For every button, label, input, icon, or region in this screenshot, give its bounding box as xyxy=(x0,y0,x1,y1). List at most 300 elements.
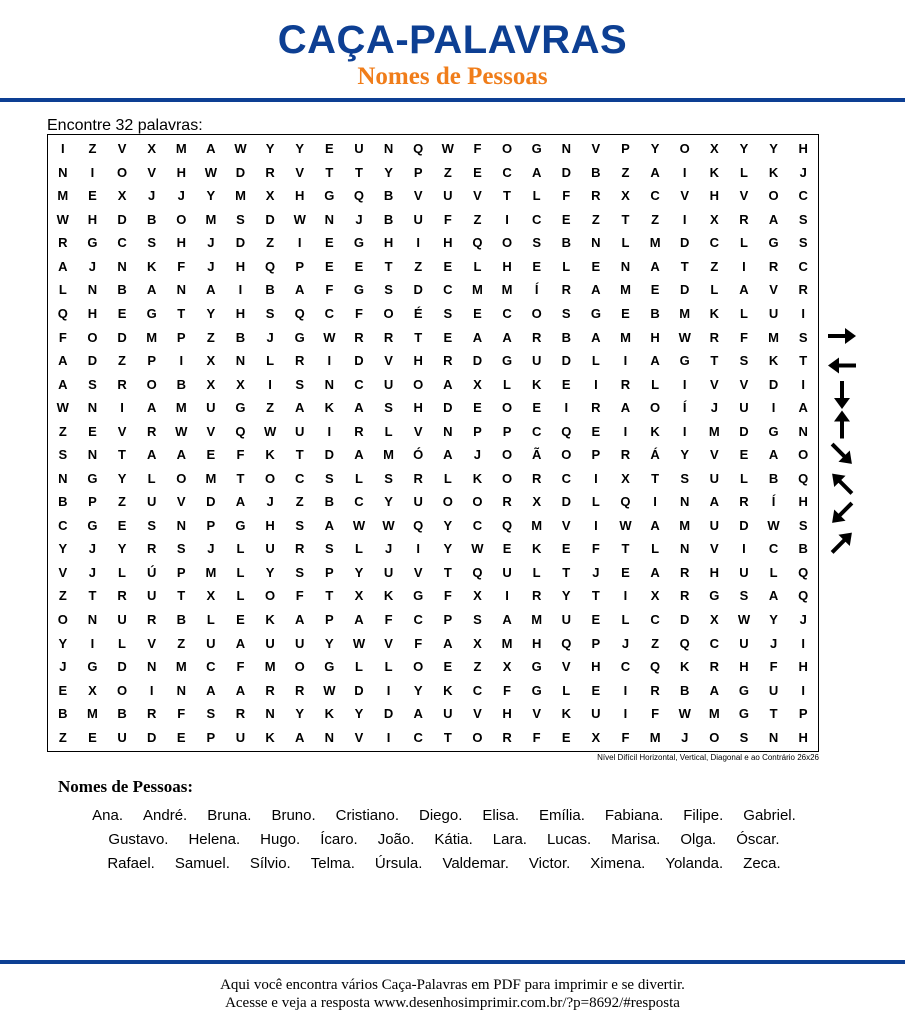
grid-letter: G xyxy=(679,353,690,369)
grid-letter: V xyxy=(58,564,68,580)
grid-letter: V xyxy=(384,635,393,651)
grid-letter: Q xyxy=(798,588,809,604)
grid-letter: X xyxy=(206,353,216,369)
grid-letter: F xyxy=(503,682,511,698)
grid-letter: H xyxy=(709,188,720,204)
grid-letter: V xyxy=(117,141,127,157)
grid-letter: R xyxy=(265,682,275,698)
grid-letter: Z xyxy=(443,164,452,180)
grid-letter: E xyxy=(88,423,97,439)
grid-letter: A xyxy=(146,400,157,416)
grid-letter: M xyxy=(531,612,543,628)
grid-letter: O xyxy=(176,470,187,486)
grid-letter: W xyxy=(678,706,691,722)
grid-letter: Q xyxy=(413,517,424,533)
grid-letter: U xyxy=(768,682,779,698)
grid-letter: L xyxy=(354,659,363,675)
grid-letter: J xyxy=(266,494,274,510)
grid-letter: F xyxy=(621,729,630,745)
grid-letter: C xyxy=(620,659,631,675)
grid-letter: M xyxy=(175,400,187,416)
grid-letter: F xyxy=(473,141,482,157)
grid-letter: Z xyxy=(651,635,660,651)
grid-letter: W xyxy=(175,423,188,439)
grid-letter: U xyxy=(265,635,275,651)
grid-letter: O xyxy=(57,612,68,628)
grid-letter: D xyxy=(265,211,275,227)
grid-letter: F xyxy=(295,588,304,604)
grid-letter: O xyxy=(472,729,483,745)
grid-letter: B xyxy=(768,470,779,486)
grid-letter: N xyxy=(620,258,631,274)
name-item: Ximena. xyxy=(590,855,646,872)
grid-letter: Í xyxy=(771,494,776,510)
grid-letter: Q xyxy=(57,306,68,322)
grid-letter: P xyxy=(443,612,453,628)
grid-letter: R xyxy=(354,329,364,345)
grid-letter: M xyxy=(768,329,779,345)
grid-letter: U xyxy=(117,729,127,745)
grid-letter: S xyxy=(798,329,808,345)
grid-letter: Z xyxy=(295,494,304,510)
grid-letter: R xyxy=(413,470,423,486)
grid-letter: G xyxy=(353,282,365,298)
grid-letter: Z xyxy=(710,258,719,274)
grid-letter: F xyxy=(236,659,245,675)
grid-letter: G xyxy=(235,517,246,533)
grid-letter: Q xyxy=(798,564,809,580)
grid-letter: Z xyxy=(473,659,482,675)
grid-letter: H xyxy=(413,353,423,369)
grid-letter: G xyxy=(235,400,246,416)
grid-letter: M xyxy=(620,329,631,345)
grid-letter: Z xyxy=(58,588,67,604)
grid-letter: E xyxy=(591,258,601,274)
grid-letter: C xyxy=(502,306,512,322)
name-item: Bruna. xyxy=(207,807,252,824)
grid-letter: Y xyxy=(206,306,216,322)
grid-letter: G xyxy=(738,706,750,722)
grid-letter: L xyxy=(710,282,719,298)
grid-letter: K xyxy=(324,400,335,416)
grid-letter: C xyxy=(354,376,364,392)
grid-letter: L xyxy=(266,353,275,369)
grid-letter: R xyxy=(531,329,542,345)
grid-letter: S xyxy=(295,564,305,580)
page-title: CAÇA-PALAVRAS xyxy=(277,18,628,62)
grid-letter: T xyxy=(680,258,689,274)
grid-letter: W xyxy=(56,211,69,227)
grid-letter: I xyxy=(682,164,687,180)
grid-letter: U xyxy=(206,400,216,416)
grid-letter: X xyxy=(206,588,216,604)
grid-letter: A xyxy=(324,517,335,533)
grid-letter: M xyxy=(708,706,720,722)
grid-letter: S xyxy=(532,235,541,251)
grid-letter: D xyxy=(768,376,779,392)
grid-letter: L xyxy=(236,541,245,557)
grid-letter: J xyxy=(88,258,97,274)
grid-letter: C xyxy=(472,517,483,533)
grid-letter: A xyxy=(650,517,660,533)
grid-letter: E xyxy=(325,235,334,251)
arrow-down-icon xyxy=(834,381,850,409)
grid-letter: W xyxy=(56,400,69,416)
grid-letter: C xyxy=(502,164,512,180)
grid-letter: U xyxy=(709,517,720,533)
grid-letter: L xyxy=(473,258,482,274)
grid-letter: R xyxy=(146,612,157,628)
arrow-down-right-icon xyxy=(826,438,857,469)
grid-letter: I xyxy=(90,164,95,180)
grid-letter: A xyxy=(443,635,453,651)
grid-letter: B xyxy=(58,494,68,510)
grid-letter: A xyxy=(146,282,157,298)
grid-letter: D xyxy=(739,517,749,533)
grid-letter: U xyxy=(502,564,512,580)
names-list-title: Nomes de Pessoas: xyxy=(58,777,194,796)
grid-letter: A xyxy=(295,729,305,745)
grid-letter: J xyxy=(769,635,778,651)
grid-letter: O xyxy=(501,235,513,251)
grid-letter: F xyxy=(443,588,452,604)
grid-letter: J xyxy=(88,541,97,557)
grid-letter: X xyxy=(206,376,216,392)
grid-letter: I xyxy=(801,682,805,698)
grid-letter: R xyxy=(146,541,157,557)
grid-letter: R xyxy=(117,376,127,392)
grid-letter: E xyxy=(354,258,364,274)
grid-letter: K xyxy=(531,376,542,392)
grid-letter: P xyxy=(176,329,186,345)
grid-letter: B xyxy=(235,329,246,345)
grid-letter: K xyxy=(531,541,542,557)
grid-letter: C xyxy=(324,306,335,322)
grid-letter: R xyxy=(739,211,749,227)
grid-letter: G xyxy=(531,659,542,675)
grid-letter: O xyxy=(472,494,483,510)
grid-letter: D xyxy=(561,494,571,510)
grid-letter: O xyxy=(265,588,276,604)
grid-letter: P xyxy=(502,423,512,439)
grid-letter: E xyxy=(443,659,453,675)
grid-letter: N xyxy=(324,211,335,227)
grid-letter: C xyxy=(206,659,216,675)
grid-letter: B xyxy=(561,329,571,345)
grid-letter: A xyxy=(502,329,512,345)
grid-letter: W xyxy=(678,329,691,345)
name-item: Samuel. xyxy=(174,855,230,872)
grid-letter: Q xyxy=(413,141,424,157)
grid-letter: G xyxy=(709,588,720,604)
grid-letter: I xyxy=(505,211,509,227)
grid-letter: S xyxy=(236,211,245,227)
grid-letter: S xyxy=(798,211,808,227)
grid-letter: Y xyxy=(443,517,453,533)
grid-letter: R xyxy=(146,423,157,439)
grid-letter: L xyxy=(621,235,630,251)
name-item: Úrsula. xyxy=(374,855,423,872)
grid-letter: D xyxy=(117,659,127,675)
grid-letter: S xyxy=(295,376,305,392)
name-item: Victor. xyxy=(528,855,571,872)
grid-letter: M xyxy=(175,659,187,675)
grid-letter: V xyxy=(147,635,156,651)
grid-letter: N xyxy=(680,541,690,557)
grid-letter: L xyxy=(591,494,600,510)
grid-letter: D xyxy=(235,164,246,180)
grid-letter: K xyxy=(709,164,720,180)
grid-letter: M xyxy=(205,470,217,486)
grid-letter: L xyxy=(651,541,660,557)
grid-letter: Q xyxy=(472,564,483,580)
grid-letter: U xyxy=(739,564,749,580)
grid-letter: S xyxy=(176,541,186,557)
grid-letter: G xyxy=(501,353,513,369)
grid-letter: T xyxy=(562,564,571,580)
grid-letter: Y xyxy=(384,494,393,510)
grid-letter: X xyxy=(473,635,482,651)
grid-letter: I xyxy=(386,729,391,745)
grid-letter: D xyxy=(117,329,127,345)
grid-letter: N xyxy=(87,282,98,298)
grid-letter: V xyxy=(710,447,719,463)
name-item: André. xyxy=(143,807,188,824)
grid-letter: A xyxy=(768,588,779,604)
grid-letter: I xyxy=(505,588,509,604)
grid-letter: E xyxy=(176,729,186,745)
top-divider xyxy=(0,98,905,102)
grid-letter: I xyxy=(327,353,332,369)
grid-letter: X xyxy=(236,376,245,392)
grid-letter: E xyxy=(88,188,97,204)
grid-letter: W xyxy=(382,517,395,533)
grid-letter: N xyxy=(176,517,186,533)
grid-letter: P xyxy=(295,258,305,274)
grid-letter: I xyxy=(564,400,569,416)
grid-letter: D xyxy=(146,729,157,745)
page-subtitle: Nomes de Pessoas xyxy=(357,63,548,90)
grid-letter: Y xyxy=(769,141,778,157)
grid-letter: O xyxy=(87,329,98,345)
grid-letter: O xyxy=(146,376,157,392)
grid-letter: B xyxy=(383,188,394,204)
grid-letter: B xyxy=(117,282,127,298)
grid-letter: A xyxy=(295,612,305,628)
grid-letter: W xyxy=(352,635,366,651)
grid-letter: Q xyxy=(561,635,572,651)
footer-line-2: Acesse e veja a resposta www.desenhosimprimir.com.br/?p=8692/#resposta xyxy=(225,995,680,1011)
grid-letter: V xyxy=(739,376,749,392)
grid-letter: E xyxy=(236,612,245,628)
grid-letter: G xyxy=(294,329,305,345)
grid-letter: E xyxy=(532,400,541,416)
grid-letter: S xyxy=(147,517,156,533)
grid-letter: O xyxy=(501,400,513,416)
grid-letter: M xyxy=(679,306,691,322)
grid-letter: C xyxy=(413,612,423,628)
difficulty-note: Nível Difícil Horizontal, Vertical, Diagonal e ao Contrário 26x26 xyxy=(597,753,819,762)
name-item: Zeca. xyxy=(743,855,781,872)
grid-letter: M xyxy=(86,706,98,722)
grid-letter: R xyxy=(295,353,305,369)
grid-letter: T xyxy=(384,258,393,274)
grid-letter: T xyxy=(443,729,452,745)
grid-letter: D xyxy=(117,211,127,227)
grid-letter: Z xyxy=(473,211,482,227)
grid-letter: D xyxy=(680,282,690,298)
grid-letter: S xyxy=(798,235,808,251)
grid-letter: O xyxy=(116,682,128,698)
grid-letter: H xyxy=(798,494,808,510)
grid-letter: R xyxy=(709,659,720,675)
grid-letter: G xyxy=(146,306,157,322)
grid-letter: D xyxy=(383,706,394,722)
grid-letter: T xyxy=(414,329,423,345)
grid-letter: F xyxy=(591,541,600,557)
grid-letter: X xyxy=(621,188,630,204)
grid-letter: A xyxy=(650,564,660,580)
grid-letter: H xyxy=(87,306,98,322)
grid-letter: C xyxy=(443,282,453,298)
grid-letter: J xyxy=(148,188,156,204)
grid-letter: T xyxy=(177,588,186,604)
grid-letter: I xyxy=(327,423,332,439)
grid-letter: H xyxy=(265,517,275,533)
grid-letter: T xyxy=(88,588,97,604)
grid-letter: O xyxy=(501,447,513,463)
grid-letter: U xyxy=(295,423,305,439)
grid-letter: U xyxy=(768,306,779,322)
grid-letter: E xyxy=(621,564,630,580)
grid-letter: W xyxy=(352,517,366,533)
grid-letter: T xyxy=(503,188,511,204)
grid-letter: L xyxy=(739,306,748,322)
grid-letter: C xyxy=(413,729,423,745)
grid-letter: X xyxy=(621,470,630,486)
grid-letter: P xyxy=(176,564,186,580)
grid-letter: Z xyxy=(591,211,600,227)
grid-letter: Y xyxy=(561,588,571,604)
name-item: Gabriel. xyxy=(743,807,796,824)
grid-letter: X xyxy=(265,188,275,204)
grid-letter: U xyxy=(235,729,246,745)
grid-letter: T xyxy=(177,306,186,322)
grid-letter: Z xyxy=(58,729,67,745)
grid-letter: B xyxy=(265,282,275,298)
grid-letter: P xyxy=(147,353,156,369)
grid-letter: E xyxy=(206,447,216,463)
grid-letter: K xyxy=(265,612,275,628)
grid-letter: X xyxy=(354,588,364,604)
grid-letter: B xyxy=(798,541,808,557)
grid-letter: O xyxy=(413,659,424,675)
grid-letter: R xyxy=(561,282,571,298)
grid-letter: J xyxy=(710,400,718,416)
grid-letter: Q xyxy=(650,659,661,675)
grid-letter: N xyxy=(324,376,335,392)
grid-letter: A xyxy=(206,682,216,698)
grid-letter: T xyxy=(325,588,334,604)
grid-letter: R xyxy=(295,541,305,557)
grid-letter: L xyxy=(562,682,571,698)
grid-letter: L xyxy=(118,564,126,580)
grid-letter: Y xyxy=(117,541,127,557)
grid-letter: P xyxy=(88,494,97,510)
grid-letter: E xyxy=(591,682,601,698)
grid-letter: R xyxy=(650,682,660,698)
names-row xyxy=(44,852,844,876)
grid-letter: C xyxy=(472,682,483,698)
grid-letter: R xyxy=(709,329,720,345)
grid-letter: B xyxy=(680,682,690,698)
grid-letter: U xyxy=(354,141,364,157)
grid-letter: Y xyxy=(265,564,275,580)
grid-letter: U xyxy=(413,494,423,510)
word-search-grid xyxy=(47,134,819,752)
grid-letter: U xyxy=(739,635,749,651)
grid-letter: I xyxy=(682,211,687,227)
grid-letter: V xyxy=(413,188,423,204)
grid-letter: Q xyxy=(265,258,276,274)
grid-letter: S xyxy=(473,612,482,628)
grid-letter: L xyxy=(532,188,541,204)
grid-letter: M xyxy=(175,141,187,157)
grid-letter: L xyxy=(58,282,67,298)
grid-letter: X xyxy=(710,612,719,628)
grid-letter: R xyxy=(502,729,512,745)
grid-letter: R xyxy=(768,258,779,274)
grid-letter: H xyxy=(798,729,808,745)
grid-letter: T xyxy=(621,211,630,227)
grid-letter: R xyxy=(235,706,246,722)
grid-letter: I xyxy=(623,353,628,369)
grid-letter: H xyxy=(502,706,512,722)
grid-letter: D xyxy=(561,164,571,180)
grid-letter: Z xyxy=(414,258,423,274)
grid-letter: O xyxy=(531,306,542,322)
grid-letter: Z xyxy=(206,329,215,345)
grid-letter: B xyxy=(117,706,127,722)
grid-letter: R xyxy=(620,376,631,392)
grid-letter: R xyxy=(680,588,690,604)
grid-letter: Q xyxy=(353,188,365,204)
grid-letter: K xyxy=(383,588,394,604)
grid-letter: N xyxy=(87,612,98,628)
grid-letter: T xyxy=(591,588,600,604)
grid-letter: D xyxy=(443,400,453,416)
grid-letter: I xyxy=(801,306,805,322)
grid-letter: J xyxy=(177,188,185,204)
grid-letter: S xyxy=(325,541,334,557)
grid-letter: Y xyxy=(680,447,690,463)
grid-letter: I xyxy=(297,235,302,251)
grid-letter: Q xyxy=(679,635,690,651)
grid-letter: J xyxy=(621,635,630,651)
grid-letter: V xyxy=(147,164,156,180)
grid-letter: A xyxy=(443,376,453,392)
grid-letter: X xyxy=(591,729,601,745)
grid-letter: X xyxy=(147,141,156,157)
grid-letter: A xyxy=(650,258,660,274)
grid-letter: Y xyxy=(354,706,364,722)
grid-letter: P xyxy=(591,447,601,463)
grid-letter: E xyxy=(532,258,541,274)
grid-letter: M xyxy=(531,517,543,533)
grid-letter: B xyxy=(176,612,186,628)
grid-letter: O xyxy=(383,306,394,322)
grid-letter: D xyxy=(87,353,98,369)
